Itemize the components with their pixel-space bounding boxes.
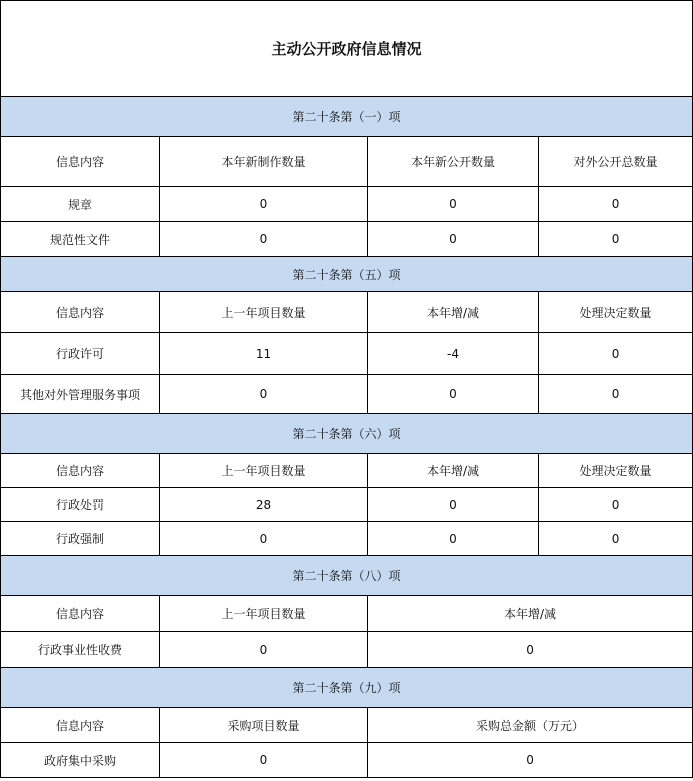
header-row bbox=[1, 137, 693, 187]
cell-value: -4 bbox=[368, 333, 539, 375]
column-header: 处理决定数量 bbox=[539, 454, 693, 488]
column-header: 本年新公开数量 bbox=[368, 137, 539, 187]
cell-value: 0 bbox=[539, 375, 693, 414]
section-heading-row bbox=[1, 257, 693, 292]
header-row bbox=[1, 454, 693, 488]
row-label: 行政处罚 bbox=[1, 488, 160, 522]
column-header: 本年增/减 bbox=[368, 454, 539, 488]
cell-value: 0 bbox=[160, 522, 368, 556]
table-row bbox=[1, 522, 693, 556]
column-header: 上一年项目数量 bbox=[160, 596, 368, 632]
cell-value: 0 bbox=[160, 632, 368, 668]
column-header: 信息内容 bbox=[1, 596, 160, 632]
row-label: 行政许可 bbox=[1, 333, 160, 375]
row-label: 规章 bbox=[1, 187, 160, 222]
column-header: 信息内容 bbox=[1, 292, 160, 333]
column-header: 上一年项目数量 bbox=[160, 454, 368, 488]
column-header: 采购项目数量 bbox=[160, 708, 368, 743]
header-row bbox=[1, 708, 693, 743]
cell-value: 11 bbox=[160, 333, 368, 375]
column-header: 采购总金额（万元） bbox=[368, 708, 693, 743]
column-header: 信息内容 bbox=[1, 137, 160, 187]
cell-value: 0 bbox=[539, 333, 693, 375]
column-header: 本年增/减 bbox=[368, 596, 693, 632]
cell-value: 0 bbox=[539, 488, 693, 522]
cell-value: 0 bbox=[368, 743, 693, 778]
section-heading: 第二十条第（一）项 bbox=[1, 97, 693, 137]
cell-value: 28 bbox=[160, 488, 368, 522]
table-row bbox=[1, 222, 693, 257]
section-heading: 第二十条第（五）项 bbox=[1, 257, 693, 292]
column-header: 信息内容 bbox=[1, 454, 160, 488]
cell-value: 0 bbox=[368, 522, 539, 556]
section-heading-row bbox=[1, 556, 693, 596]
column-header: 上一年项目数量 bbox=[160, 292, 368, 333]
cell-value: 0 bbox=[160, 222, 368, 257]
section-heading: 第二十条第（六）项 bbox=[1, 414, 693, 454]
table-row bbox=[1, 488, 693, 522]
cell-value: 0 bbox=[539, 187, 693, 222]
table-row bbox=[1, 187, 693, 222]
cell-value: 0 bbox=[368, 375, 539, 414]
section-heading: 第二十条第（八）项 bbox=[1, 556, 693, 596]
cell-value: 0 bbox=[368, 632, 693, 668]
row-label: 行政强制 bbox=[1, 522, 160, 556]
section-heading-row bbox=[1, 668, 693, 708]
table-row bbox=[1, 375, 693, 414]
column-header: 本年增/减 bbox=[368, 292, 539, 333]
cell-value: 0 bbox=[368, 488, 539, 522]
column-header: 对外公开总数量 bbox=[539, 137, 693, 187]
cell-value: 0 bbox=[160, 743, 368, 778]
header-row bbox=[1, 596, 693, 632]
section-heading-row bbox=[1, 414, 693, 454]
column-header: 处理决定数量 bbox=[539, 292, 693, 333]
row-label: 规范性文件 bbox=[1, 222, 160, 257]
table-row bbox=[1, 333, 693, 375]
cell-value: 0 bbox=[539, 222, 693, 257]
page-title: 主动公开政府信息情况 bbox=[1, 1, 693, 97]
header-row bbox=[1, 292, 693, 333]
cell-value: 0 bbox=[368, 222, 539, 257]
row-label: 政府集中采购 bbox=[1, 743, 160, 778]
row-label: 行政事业性收费 bbox=[1, 632, 160, 668]
table-row bbox=[1, 632, 693, 668]
column-header: 本年新制作数量 bbox=[160, 137, 368, 187]
row-label: 其他对外管理服务事项 bbox=[1, 375, 160, 414]
section-heading: 第二十条第（九）项 bbox=[1, 668, 693, 708]
cell-value: 0 bbox=[539, 522, 693, 556]
table-row bbox=[1, 743, 693, 778]
section-heading-row bbox=[1, 97, 693, 137]
cell-value: 0 bbox=[160, 187, 368, 222]
cell-value: 0 bbox=[368, 187, 539, 222]
column-header: 信息内容 bbox=[1, 708, 160, 743]
cell-value: 0 bbox=[160, 375, 368, 414]
title-row bbox=[1, 1, 693, 97]
